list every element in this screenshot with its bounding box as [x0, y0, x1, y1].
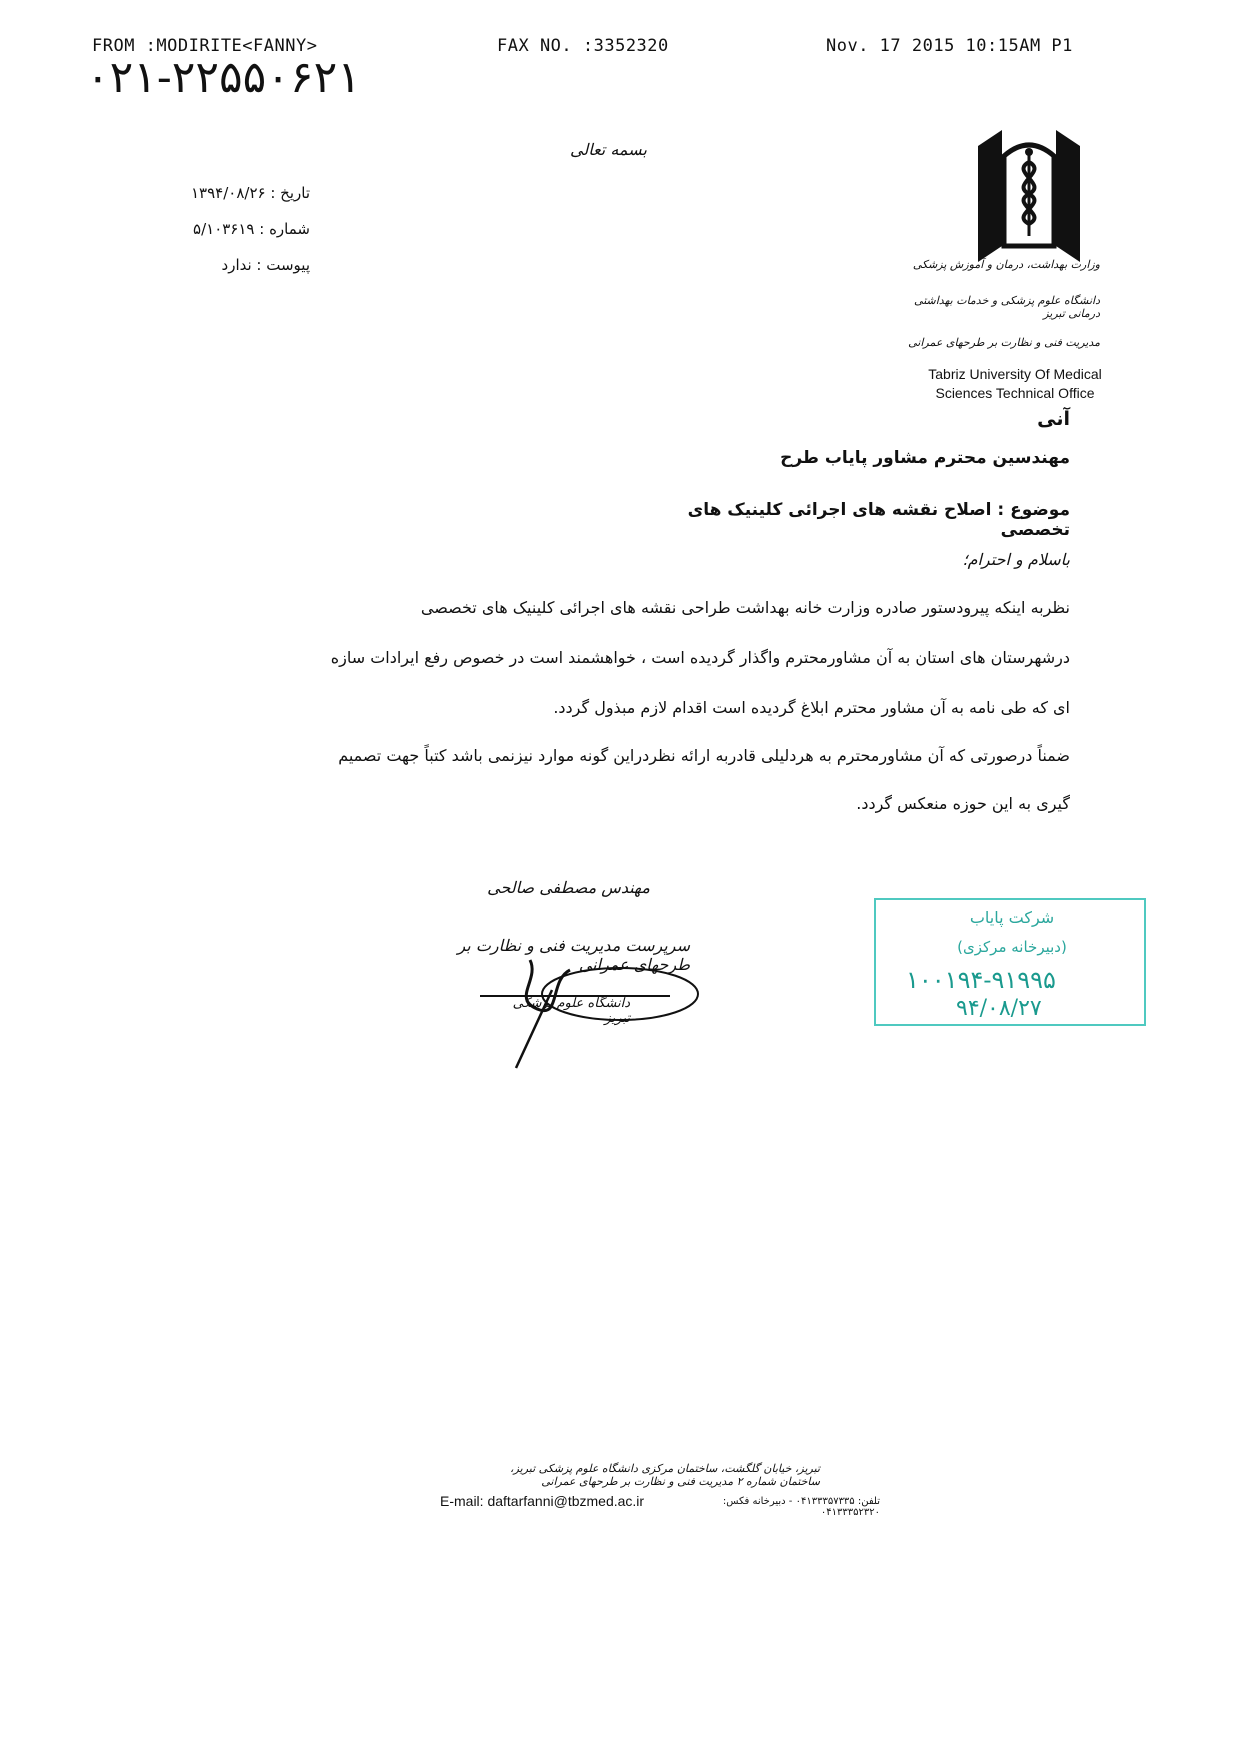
logo-university-line: دانشگاه علوم پزشکی و خدمات بهداشتی درمانی تبریز [914, 294, 1100, 320]
letter-number: شماره : ۵/۱۰۳۶۱۹ [193, 220, 310, 238]
body-line: ای که طی نامه به آن مشاور محترم ابلاغ گردیده است اقدام لازم مبذول گردد. [553, 698, 1070, 717]
stamp-date: ۹۴/۰۸/۲۷ [956, 996, 1042, 1021]
body-line: گیری به این حوزه منعکس گردد. [856, 794, 1070, 813]
logo-english-name [920, 365, 1110, 403]
stamp-registration-number: ۱۰۰۱۹۴-۹۱۹۹۵ [906, 966, 1056, 994]
body-line: نظربه اینکه پیرودستور صادره وزارت خانه بهداشت طراحی نقشه های اجرائی کلینیک های تخصصی [420, 598, 1070, 617]
logo-english-line2: Sciences Technical Office [935, 385, 1095, 401]
logo-english-line1: Tabriz University Of Medical [928, 366, 1102, 382]
logo-office-line: مدیریت فنی و نظارت بر طرحهای عمرانی [908, 336, 1100, 349]
addressee: مهندسین محترم مشاور پایاب طرح [780, 448, 1070, 468]
receipt-stamp [874, 898, 1146, 1026]
subject-line: موضوع : اصلاح نقشه های اجرائی کلینیک های تخصصی [687, 500, 1070, 540]
footer-address: تبریز، خیابان گلگشت، ساختمان مرکزی دانشگاه علوم پزشکی تبریز، ساختمان شماره ۲ مدیریت فنی و نظارت بر طرحهای عمرانی [510, 1462, 820, 1488]
fax-datetime: Nov. 17 2015 10:15AM P1 [826, 36, 1073, 56]
urgency-label: آنی [1037, 408, 1070, 430]
handwritten-phone-number: ۰۲۱-۲۲۵۵۰۶۲۱ [86, 52, 361, 103]
letter-date: تاریخ : ۱۳۹۴/۰۸/۲۶ [191, 184, 310, 202]
signatory-university: دانشگاه علوم پزشکی تبریز [512, 996, 630, 1026]
university-logo-icon [974, 126, 1084, 266]
stamp-company: شرکت پایاب [969, 908, 1055, 927]
signatory-title: سرپرست مدیریت فنی و نظارت بر طرحهای عمرانی [457, 936, 690, 974]
letter-attachment: پیوست : ندارد [221, 256, 310, 274]
body-line: ضمناً درصورتی که آن مشاورمحترم به هردلیلی قادربه ارائه نظردراین گونه موارد نیزنمی باشد کتباً جهت تصمیم [338, 746, 1070, 765]
footer-email: E-mail: daftarfanni@tbzmed.ac.ir [440, 1493, 645, 1509]
stamp-department: (دبیرخانه مرکزی) [957, 938, 1067, 956]
signatory-name: مهندس مصطفی صالحی [487, 878, 650, 897]
fax-sender: FROM :MODIRITE<FANNY> [92, 36, 318, 56]
logo-ministry-line: وزارت بهداشت، درمان و آموزش پزشکی [912, 258, 1100, 271]
fax-number: FAX NO. :3352320 [497, 36, 669, 56]
basmala-heading: بسمه تعالی [570, 140, 647, 159]
greeting: باسلام و احترام؛ [962, 550, 1070, 569]
footer-phone: تلفن: ۰۴۱۳۳۳۵۷۳۳۵ - دبیرخانه فکس: ۰۴۱۳۳۳۵۲۳۲۰ [722, 1496, 880, 1518]
body-line: درشهرستان های استان به آن مشاورمحترم واگذار گردیده است ، خواهشمند است در خصوص رفع ایرادات سازه [330, 648, 1070, 667]
